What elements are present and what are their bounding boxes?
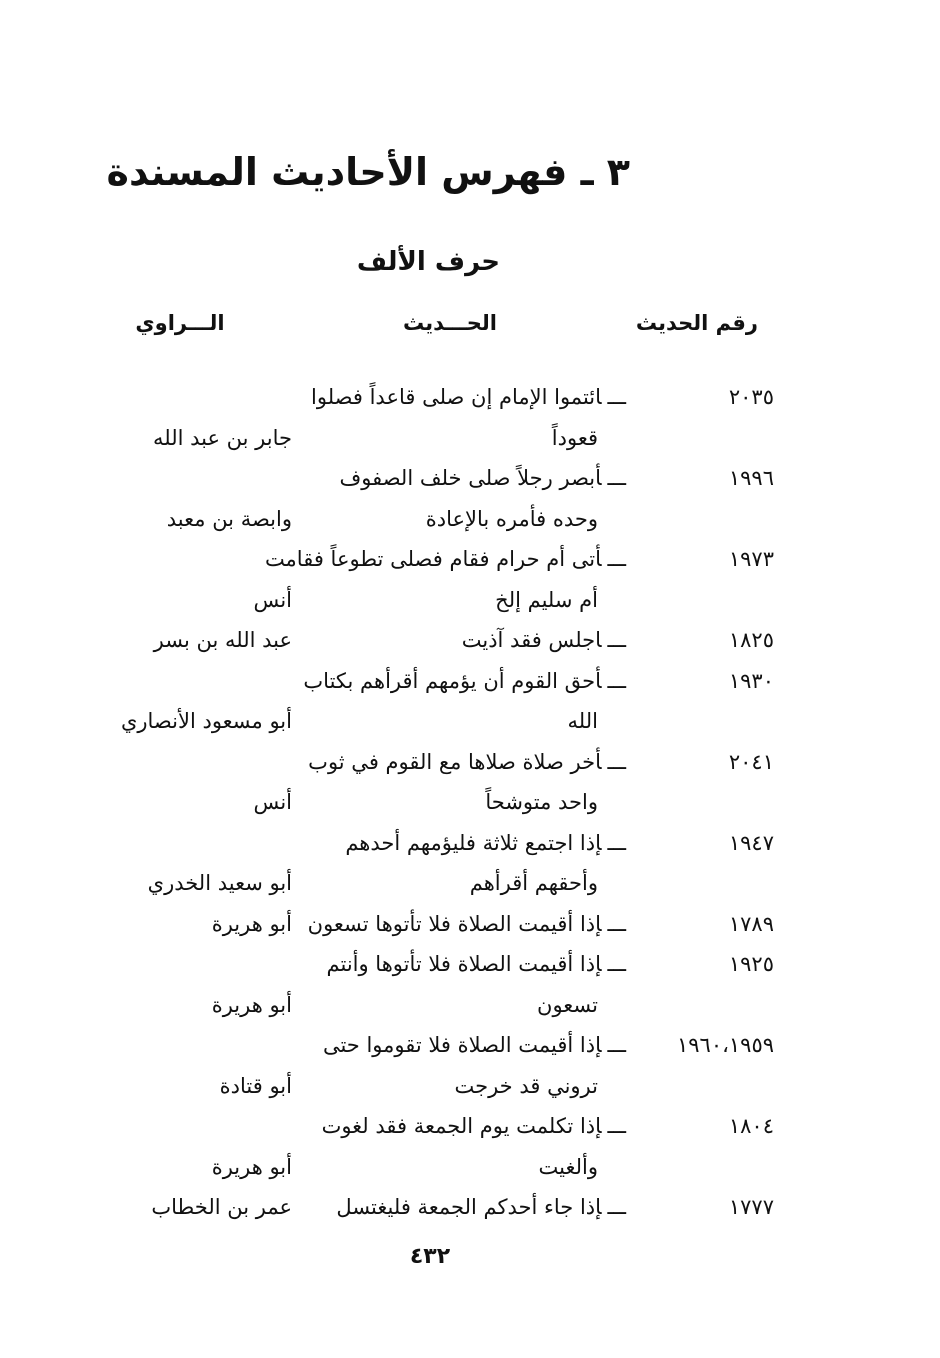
hadith-number: ٢٠٣٥ [728, 385, 774, 409]
hadith-entry [0, 944, 940, 1025]
entry-line [0, 418, 940, 459]
hadith-text-line1: أحق القوم أن يؤمهم أقرأهم بكتاب [303, 668, 602, 693]
hadith-text-line1: إذا تكلمت يوم الجمعة فقد لغوت [321, 1114, 602, 1138]
entry-dash: ـــ [607, 547, 626, 571]
entry-line [0, 823, 940, 864]
entry-line [0, 1066, 940, 1107]
section-heading: حرف الألف [356, 247, 500, 277]
hadith-text [323, 1025, 626, 1066]
hadith-text-line2: تروني قد خرجت [454, 1073, 598, 1098]
hadith-text [308, 904, 626, 945]
hadith-entry [0, 904, 940, 945]
hadith-number: ١٩٦٠،١٩٥٩ [676, 1033, 774, 1057]
hadith-number: ١٩٢٥ [728, 952, 774, 976]
hadith-entry [0, 377, 940, 458]
entry-line [0, 863, 940, 904]
hadith-number: ١٧٨٩ [728, 911, 774, 936]
entry-dash: ـــ [607, 1033, 626, 1057]
page-title: ٣ ـ فهرس الأحاديث المسندة [106, 150, 630, 194]
column-header-hadith: الحـــديث [403, 311, 497, 335]
hadith-text [322, 1106, 626, 1147]
hadith-entry [0, 620, 940, 661]
narrator: عمر بن الخطاب [151, 1195, 292, 1219]
narrator: أبو قتادة [219, 1073, 292, 1098]
hadith-text-line2: قعوداً [551, 425, 598, 450]
entry-line [0, 620, 940, 661]
hadith-entry [0, 1187, 940, 1228]
hadith-text-line1: أخر صلاة صلاها مع القوم في ثوب [308, 749, 602, 774]
hadith-entry [0, 1025, 940, 1106]
hadith-text-line2: وحده فأمره بالإعادة [425, 506, 598, 531]
entry-dash: ـــ [607, 911, 626, 936]
hadith-text-line2: وأحقهم أقرأهم [469, 871, 598, 895]
narrator: أنس [253, 587, 292, 612]
entry-line [0, 580, 940, 621]
narrator: عبد الله بن بسر [153, 628, 292, 652]
hadith-number: ١٩٣٠ [728, 668, 774, 693]
hadith-text-line2: وألغيت [538, 1154, 598, 1179]
hadith-text-line2: تسعون [537, 992, 598, 1017]
entry-line [0, 1187, 940, 1228]
hadith-entry [0, 1106, 940, 1187]
narrator: أنس [253, 790, 292, 814]
hadith-text-line2: واحد متوشحاً [485, 790, 598, 814]
hadith-number: ١٨٢٥ [728, 628, 774, 652]
entry-dash: ـــ [607, 749, 626, 774]
hadith-text [339, 458, 626, 499]
narrator: أبو مسعود الأنصاري [120, 709, 292, 733]
hadith-entry [0, 823, 940, 904]
hadith-text [462, 620, 626, 661]
column-header-narrator: الـــراوي [135, 311, 225, 335]
entry-line [0, 1147, 940, 1188]
hadith-number: ١٩٤٧ [728, 830, 774, 855]
hadith-entry [0, 742, 940, 823]
hadith-entry [0, 539, 940, 620]
hadith-text [308, 742, 626, 783]
entry-line [0, 904, 940, 945]
column-header-number: رقم الحديث [635, 311, 758, 335]
hadith-number: ٢٠٤١ [728, 749, 774, 774]
hadith-number: ١٨٠٤ [728, 1114, 774, 1138]
entry-line [0, 499, 940, 540]
hadith-text [311, 377, 626, 418]
entry-dash: ـــ [607, 952, 626, 976]
hadith-text-line1: إذا اجتمع ثلاثة فليؤمهم أحدهم [345, 830, 602, 855]
entry-line [0, 458, 940, 499]
hadith-text-line2: أم سليم إلخ [495, 587, 598, 612]
hadith-text-line1: اجلس فقد آذيت [461, 628, 602, 652]
entry-line [0, 661, 940, 702]
entry-line [0, 782, 940, 823]
hadith-text-line1: إذا جاء أحدكم الجمعة فليغتسل [336, 1195, 602, 1219]
entry-line [0, 701, 940, 742]
narrator: أبو سعيد الخدري [147, 871, 292, 895]
hadith-entry [0, 458, 940, 539]
entry-dash: ـــ [607, 628, 626, 652]
entry-line [0, 1025, 940, 1066]
entry-dash: ـــ [607, 1195, 626, 1219]
hadith-text [345, 823, 626, 864]
entry-dash: ـــ [607, 466, 626, 490]
hadith-text [265, 539, 626, 580]
hadith-number: ١٧٧٧ [728, 1195, 774, 1219]
page-number: ٤٣٢ [409, 1244, 451, 1269]
narrator: أبو هريرة [211, 992, 292, 1017]
hadith-text-line1: أبصر رجلاً صلى خلف الصفوف [339, 466, 602, 490]
hadith-text-line1: ائتموا الإمام إن صلى قاعداً فصلوا [311, 385, 602, 409]
hadith-number: ١٩٧٣ [728, 547, 774, 571]
hadith-text-line2: الله [567, 709, 598, 733]
entry-line [0, 944, 940, 985]
entry-dash: ـــ [607, 385, 626, 409]
narrator: أبو هريرة [211, 911, 292, 936]
narrator: أبو هريرة [211, 1154, 292, 1179]
hadith-text-line1: إذا أقيمت الصلاة فلا تقوموا حتى [322, 1033, 602, 1057]
entry-line [0, 742, 940, 783]
hadith-text [336, 1187, 626, 1228]
narrator: جابر بن عبد الله [152, 425, 292, 450]
hadith-index-list [0, 377, 940, 1228]
entry-line [0, 377, 940, 418]
entry-line [0, 985, 940, 1026]
hadith-text-line1: إذا أقيمت الصلاة فلا تأتوها وأنتم [326, 952, 602, 976]
hadith-text [327, 944, 627, 985]
hadith-text-line1: أتى أم حرام فقام فصلى تطوعاً فقامت [264, 547, 602, 571]
entry-dash: ـــ [607, 830, 626, 855]
entry-dash: ـــ [607, 1114, 626, 1138]
hadith-entry [0, 661, 940, 742]
narrator: وابصة بن معبد [166, 506, 292, 531]
entry-line [0, 539, 940, 580]
hadith-text-line1: إذا أقيمت الصلاة فلا تأتوها تسعون [307, 911, 602, 936]
hadith-number: ١٩٩٦ [728, 466, 774, 490]
entry-line [0, 1106, 940, 1147]
entry-dash: ـــ [607, 668, 626, 693]
hadith-text [303, 661, 626, 702]
